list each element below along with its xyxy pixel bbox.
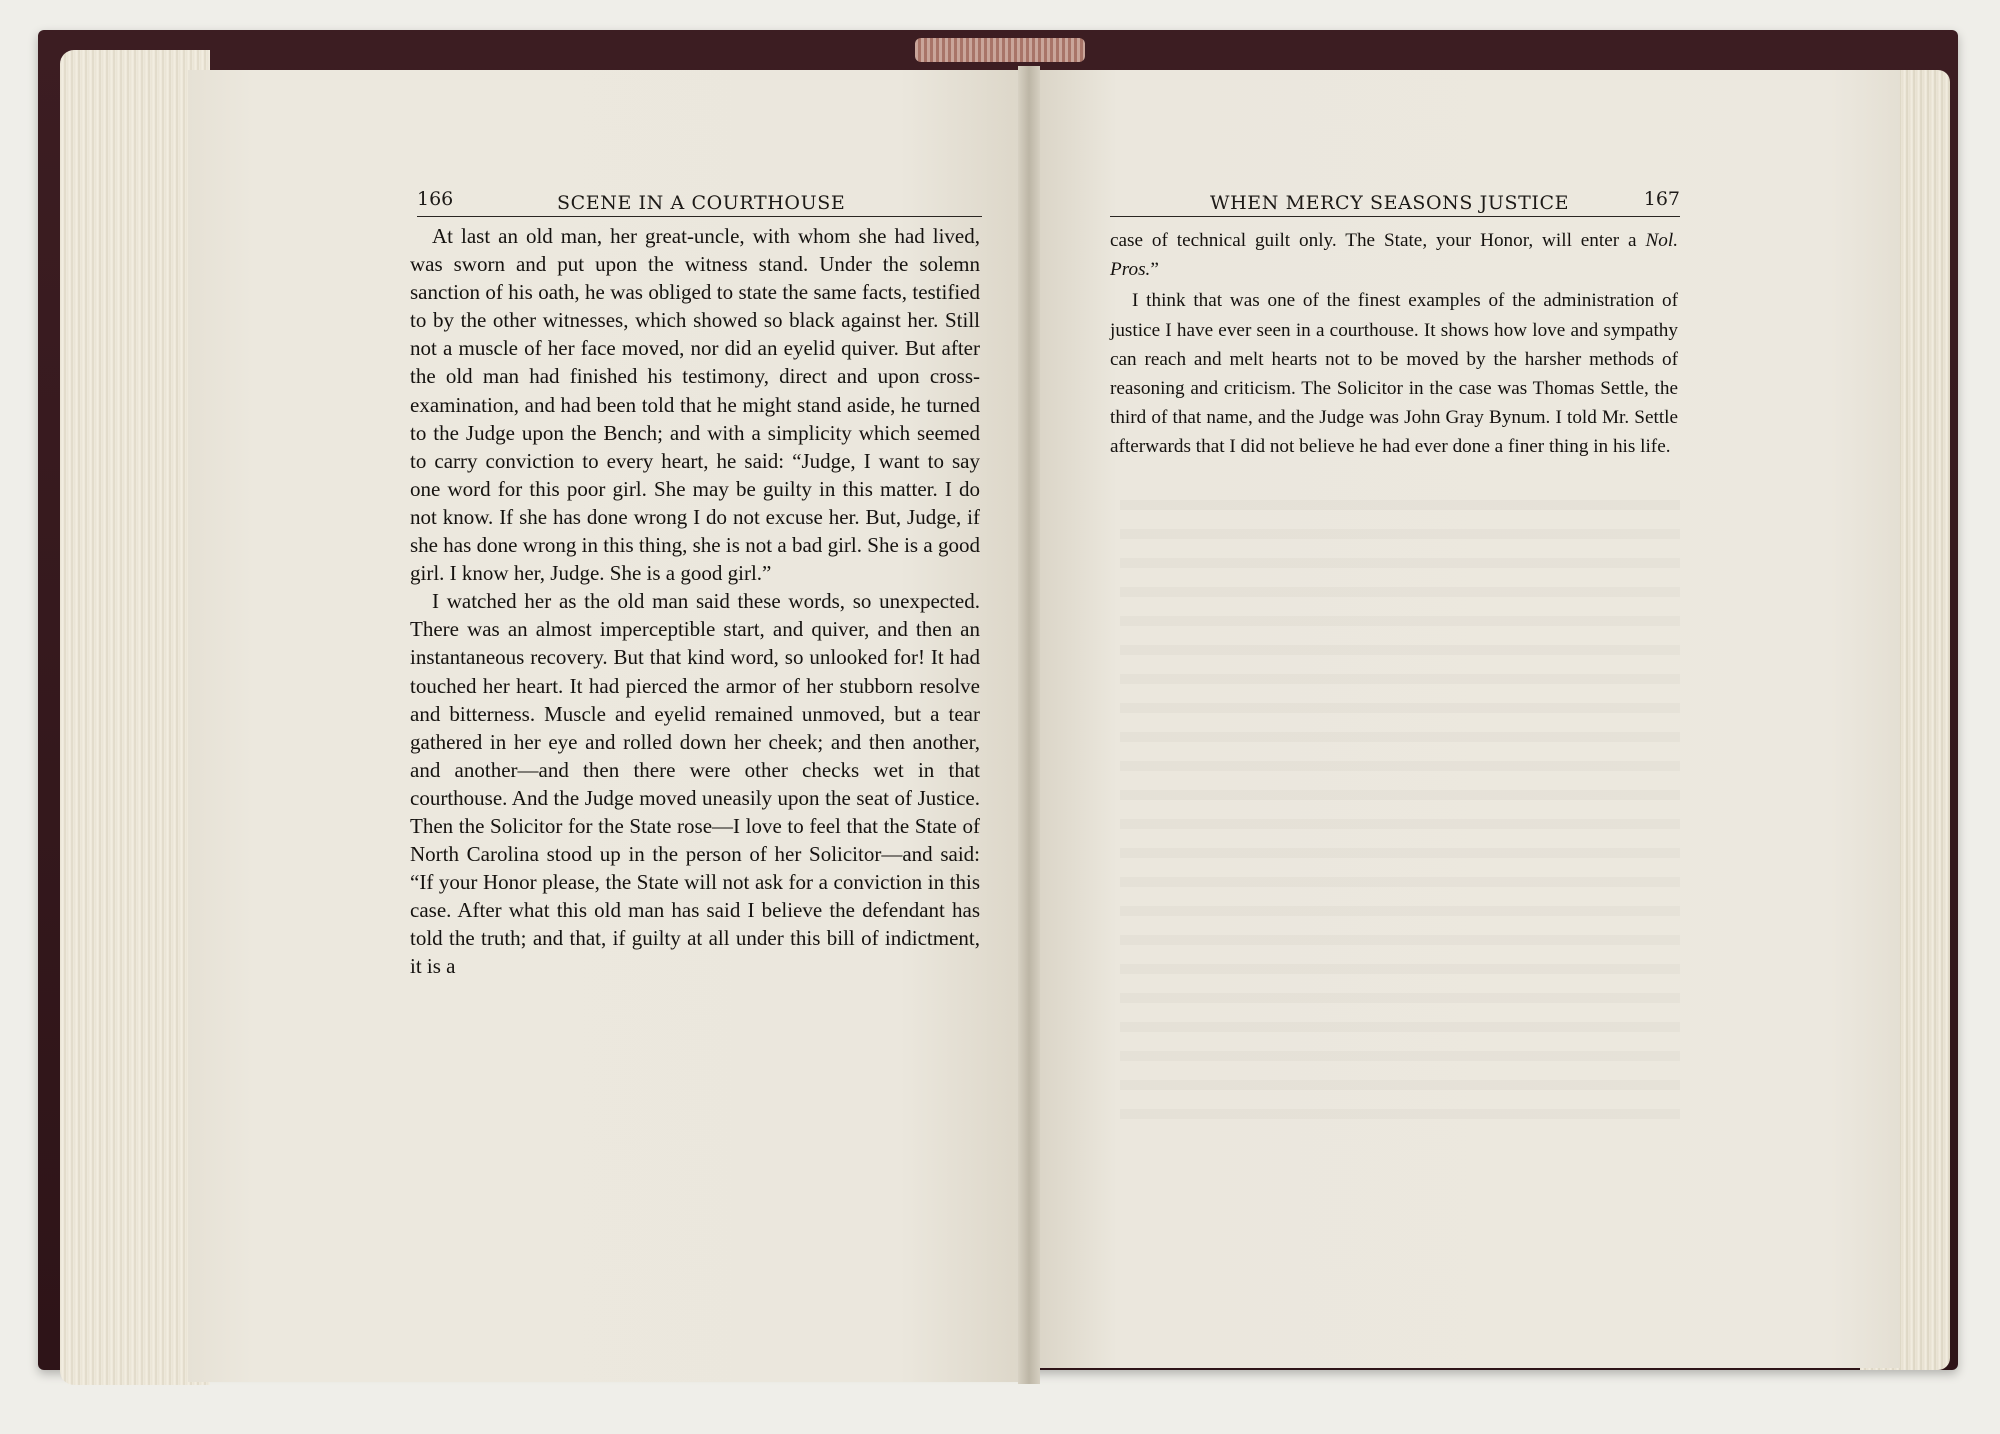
right-page-number: 167 xyxy=(1643,188,1680,210)
right-paragraph-2: I think that was one of the finest examples of the administration of justice I have ever seen in a courthouse. It shows how love and sympathy can reach and melt hearts not to be moved by the harsher methods of reasoning and criticism. The Solicitor in the case was Thomas Settle, the third of that name, and the Judge was John Gray Bynum. I told Mr. Settle afterwards that I did not believe he had ever done a finer thing in his life. xyxy=(1110,290,1678,458)
left-paragraph-1: At last an old man, her great-uncle, with whom she had lived, was sworn and put upon the witness stand. Under the solemn sanction of his oath, he was obliged to state the same facts, testified to by the other witnesses, which showed so black against her. Still not a muscle of her face moved, nor did an eyelid quiver. But after the old man had finished his testimony, direct and upon cross-examination, and had been told that he might stand aside, he turned to the Judge upon the Bench; and with a simplicity which seemed to carry conviction to every heart, he said: “Judge, I want to say one word for this poor girl. She may be guilty in this matter. I do not know. If she has done wrong I do not excuse her. But, Judge, if she has done wrong in this thing, she is not a bad girl. She is a good girl. I know her, Judge. She is a good girl.” xyxy=(410,224,980,586)
book-gutter xyxy=(1018,66,1040,1384)
right-page-text xyxy=(1110,226,1678,462)
left-page-text xyxy=(410,222,980,981)
right-paragraph-1 xyxy=(1110,226,1678,284)
show-through-text xyxy=(1120,500,1680,1120)
left-running-head-title: SCENE IN A COURTHOUSE xyxy=(557,192,846,214)
nol-pros-italic: Nol. Pros. xyxy=(1110,230,1678,281)
left-running-head xyxy=(417,184,982,217)
right-paragraph-1-close-quote: ” xyxy=(1150,259,1159,281)
right-paragraph-1-text: case of technical guilt only. The State, your Honor, will enter a xyxy=(1110,230,1646,251)
right-running-head-title: WHEN MERCY SEASONS JUSTICE xyxy=(1210,192,1570,214)
left-page-number: 166 xyxy=(417,188,454,210)
headband xyxy=(915,38,1085,62)
right-running-head xyxy=(1110,184,1680,217)
left-paragraph-2: I watched her as the old man said these words, so unexpected. There was an almost imperceptible start, and quiver, and then an instantaneous recovery. But that kind word, so unlooked for! It had touched her heart. It had pierced the armor of her stubborn resolve and bitterness. Muscle and eyelid remained unmoved, but a tear gathered in her eye and rolled down her cheek; and then another, and another—and then there were other checks wet in that courthouse. And the Judge moved uneasily upon the seat of Justice. Then the Solicitor for the State rose—I love to feel that the State of North Carolina stood up in the person of her Solicitor—and said: “If your Honor please, the State will not ask for a conviction in this case. After what this old man has said I believe the defendant has told the truth; and that, if guilty at all under this bill of indictment, it is a xyxy=(410,589,980,979)
